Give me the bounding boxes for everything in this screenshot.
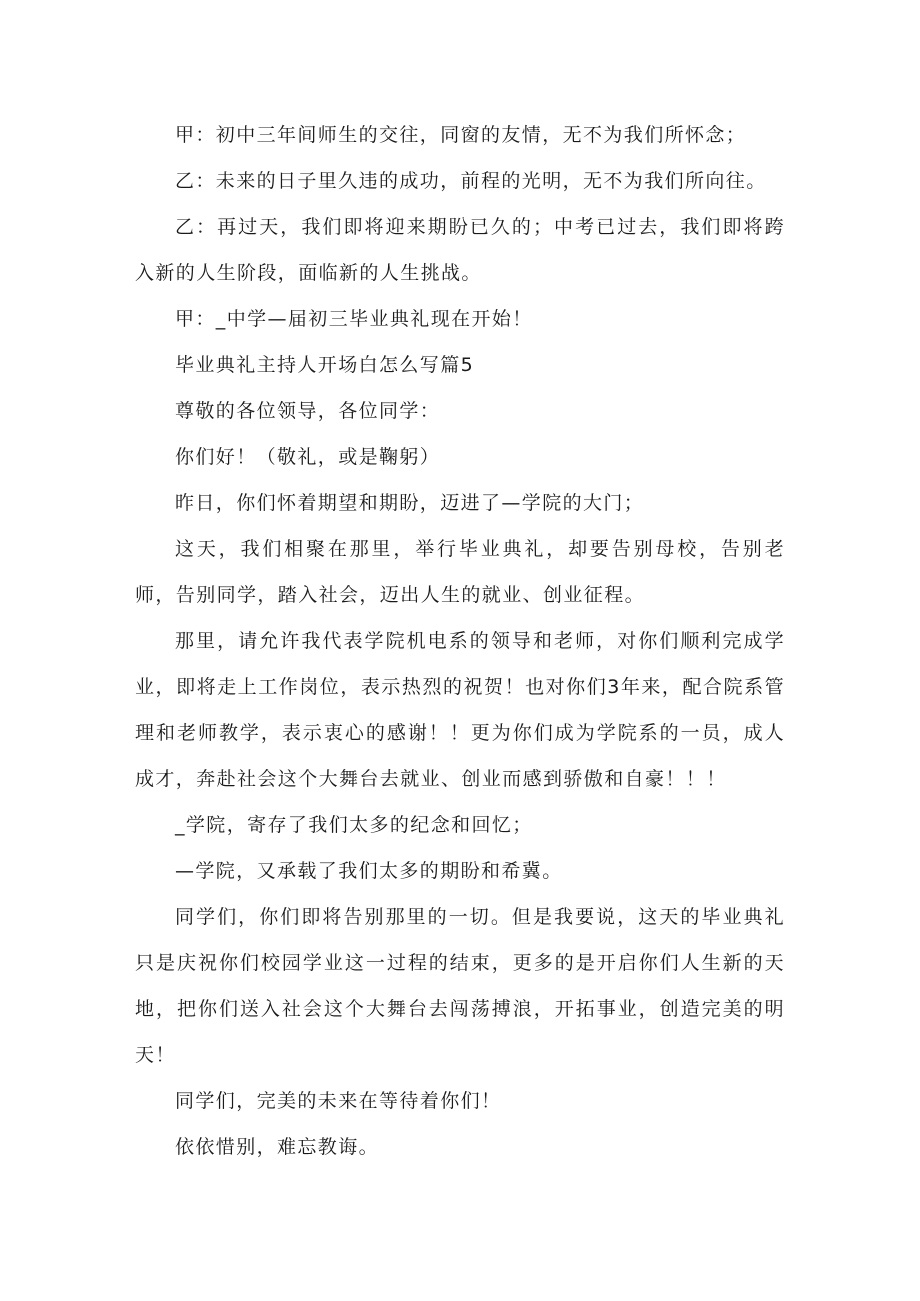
paragraph: 乙：再过天，我们即将迎来期盼已久的；中考已过去，我们即将跨入新的人生阶段，面临新的人生挑战。 — [135, 216, 785, 284]
paragraph: 你们好！（敬礼，或是鞠躬） — [175, 446, 441, 468]
paragraph: —学院，又承载了我们太多的期盼和希冀。 — [175, 860, 563, 882]
paragraph: 甲：初中三年间师生的交往，同窗的友情，无不为我们所怀念； — [175, 124, 747, 146]
paragraph: 同学们，完美的未来在等待着你们！ — [175, 1090, 502, 1112]
paragraph: 那里，请允许我代表学院机电系的领导和老师，对你们顺利完成学业，即将走上工作岗位，表示热烈的祝贺！也对你们3年来，配合院系管理和老师教学，表示衷心的感谢！！更为你们成为学院系的一员，成人成才，奔赴社会这个大舞台去就业、创业而感到骄傲和自豪！！！ — [135, 630, 785, 790]
section-heading: 毕业典礼主持人开场白怎么写篇5 — [175, 354, 475, 376]
paragraph: 甲：_中学—届初三毕业典礼现在开始！ — [175, 308, 533, 330]
paragraph: 尊敬的各位领导，各位同学： — [175, 400, 441, 422]
paragraph: 乙：未来的日子里久违的成功，前程的光明，无不为我们所向往。 — [175, 170, 767, 192]
paragraph: 同学们，你们即将告别那里的一切。但是我要说，这天的毕业典礼只是庆祝你们校园学业这一过程的结束，更多的是开启你们人生新的天地，把你们送入社会这个大舞台去闯荡搏浪，开拓事业，创造完美的明天！ — [135, 906, 785, 1066]
paragraph: _学院，寄存了我们太多的纪念和回忆； — [175, 814, 533, 836]
paragraph: 这天，我们相聚在那里，举行毕业典礼，却要告别母校，告别老师，告别同学，踏入社会，迈出人生的就业、创业征程。 — [135, 538, 785, 606]
document-body — [135, 112, 785, 1170]
paragraph: 依依惜别，难忘教诲。 — [175, 1136, 380, 1158]
paragraph: 昨日，你们怀着期望和期盼，迈进了—学院的大门； — [175, 492, 645, 514]
